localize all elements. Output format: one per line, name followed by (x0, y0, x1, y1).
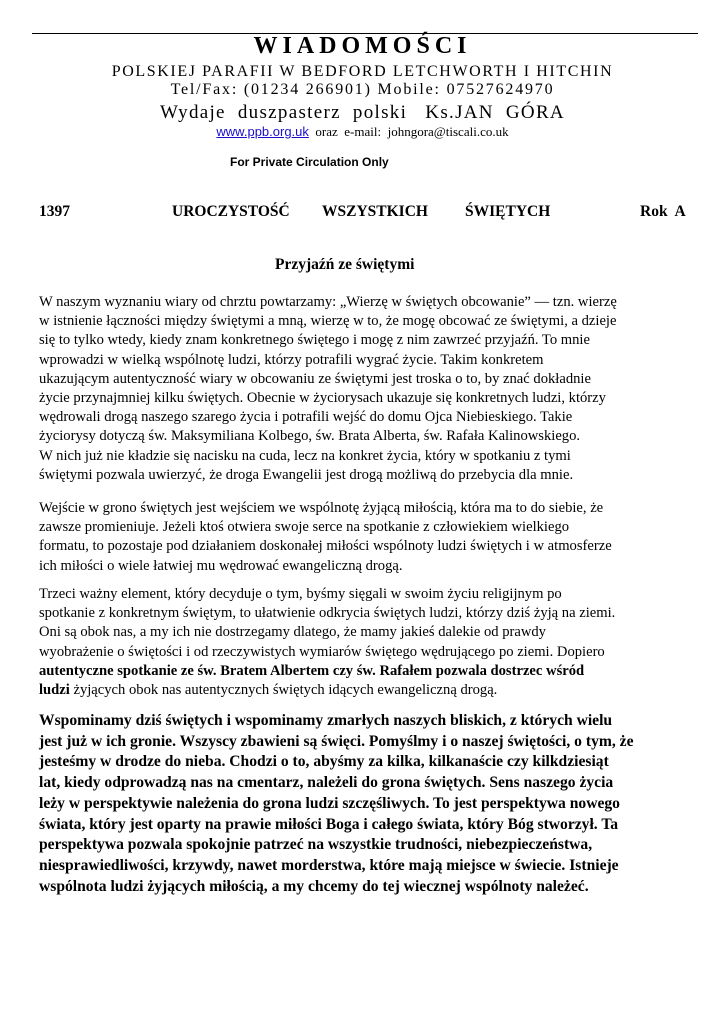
issue-title-word-3: ŚWIĘTYCH (465, 203, 551, 220)
phone-line: Tel/Fax: (01234 266901) Mobile: 07527624970 (170, 81, 555, 98)
paragraph-line: wyobrażenie o świętości i od rzeczywistych wymiarów świętego wędrującego po ziemi. Dopiero (39, 643, 605, 660)
paragraph-4-bold (39, 711, 699, 897)
paragraph-tail: żyjących obok nas autentycznych świętych idących ewangeliczną drogą. (69, 682, 498, 699)
bold-emphasis: ludzi (39, 682, 70, 699)
paragraph-line: Wspominamy dziś świętych i wspominamy zmarłych naszych bliskich, z których wielu (39, 712, 613, 729)
paragraph-line: wspólnota ludzi żyjących miłością, a my chcemy do tej wiecznej wspólnoty należeć. (39, 877, 589, 895)
paragraph-line: leży w perspektywie należenia do grona ludzi szczęśliwych. To jest perspektywa nowego (39, 794, 620, 812)
paragraph-line: niesprawiedliwości, krzywdy, nawet morderstwa, które mają miejsce w świecie. Istnieje (39, 856, 619, 874)
liturgical-year: Rok A (640, 203, 686, 220)
newsletter-title: WIADOMOŚCI (253, 33, 472, 59)
paragraph-line: życie przynajmniej kilku świętych. Obecnie w życiorysach ukazuje się konkretnych ludzi, którzy (39, 390, 606, 407)
paragraph-2 (39, 499, 695, 576)
paragraph-line: lat, kiedy odprowadzą nas na cmentarz, należeli do grona świętych. Sens naszego życia (39, 774, 614, 792)
private-circulation-note: For Private Circulation Only (230, 155, 389, 169)
publisher-line: Wydaje duszpasterz polski Ks.JAN GÓRA (160, 102, 565, 123)
issue-title-word-2: WSZYSTKICH (322, 203, 428, 220)
article-heading: Przyjaźń ze świętymi (275, 256, 415, 273)
paragraph-line: W nich już nie kładzie się nacisku na cuda, lecz na konkret życia, który w spotkaniu z tymi (39, 447, 571, 464)
paragraph-1 (39, 293, 695, 485)
paragraph-line (39, 681, 695, 700)
paragraph-line: spotkanie z konkretnym świętym, to ułatwienie odkrycia świętych ludzi, którzy dziś żyją na ziemi. (39, 605, 616, 622)
paragraph-line: ukazującym autentyczność wiary w obcowaniu ze świętymi jest troska o to, by znać dokładnie (39, 370, 591, 387)
paragraph-line: ich miłości o wiele łatwiej mu wędrować ewangeliczną drogą. (39, 557, 403, 574)
paragraph-line-bold (39, 662, 695, 681)
paragraph-line: się to tylko wtedy, kiedy znam konkretnego świętego i mogę z nim zawrzeć przyjaźń. To mnie (39, 332, 590, 349)
paragraph-line: Wejście w grono świętych jest wejściem we wspólnotę żyjącą miłością, która ma to do siebie, że (39, 500, 604, 516)
paragraph-3 (39, 585, 695, 700)
bold-emphasis: autentyczne spotkanie ze św. Bratem Albertem czy św. Rafałem pozwala dostrzec wśród (39, 662, 585, 679)
paragraph-line: świętymi pozwala uwierzyć, że droga Ewangelii jest drogą możliwą do przebycia dla mnie. (39, 466, 574, 483)
paragraph-line: wprowadzi w wielką wspólnotę ludzi, którzy potrafili wygrać życie. Takim konkretem (39, 351, 544, 368)
paragraph-line: jest już w ich gronie. Wszyscy zbawieni są święci. Pomyślmy i o naszej świętości, o tym, że (39, 732, 634, 750)
paragraph-line: Trzeci ważny element, który decyduje o tym, byśmy sięgali w swoim życiu religijnym po (39, 586, 562, 602)
paragraph-line: w istnienie łączności między świętymi a mną, wierzę w to, że mogę obcować ze świętymi, a dzieje (39, 313, 617, 330)
paragraph-line: W naszym wyznaniu wiary od chrztu powtarzamy: „Wierzę w świętych obcowanie” — tzn. wierzę (39, 294, 617, 310)
website-link[interactable]: www.ppb.org.uk (216, 124, 309, 139)
paragraph-line: jesteśmy w drodze do nieba. Chodzi o to, abyśmy za kilka, kilkanaście czy kilkdziesiąt (39, 753, 609, 771)
issue-title-word-1: UROCZYSTOŚĆ (172, 203, 290, 220)
paragraph-line: perspektywa pozwala spokojnie patrzeć na wszystkie trudności, niebezpieczeństwa, (39, 836, 593, 854)
paragraph-line: życiorysy dotyczą św. Maksymiliana Kolbego, św. Brata Alberta, św. Rafała Kalinowskiego. (39, 428, 581, 445)
parish-name: POLSKIEJ PARAFII W BEDFORD LETCHWORTH I HITCHIN (111, 63, 614, 80)
paragraph-line: świata, który jest oparty na prawie miłości Boga i całego świata, który Bóg stworzył. Ta (39, 815, 619, 833)
contact-line (0, 124, 725, 140)
paragraph-line: wędrowali drogą naszego szarego życia i potrafili wejść do domu Ojca Niebieskiego. Takie (39, 409, 573, 426)
paragraph-line: formatu, to pozostaje pod działaniem doskonałej miłości wspólnoty ludzi świętych i w atmosferze (39, 538, 612, 555)
issue-number: 1397 (39, 203, 70, 220)
paragraph-line: Oni są obok nas, a my ich nie dostrzegamy dlatego, że mamy jakieś dalekie od prawdy (39, 624, 546, 641)
paragraph-line: zawsze promieniuje. Jeżeli ktoś otwiera swoje serce na spotkanie z człowiekiem wielkiego (39, 519, 570, 536)
email-text: oraz e-mail: johngora@tiscali.co.uk (308, 124, 509, 139)
